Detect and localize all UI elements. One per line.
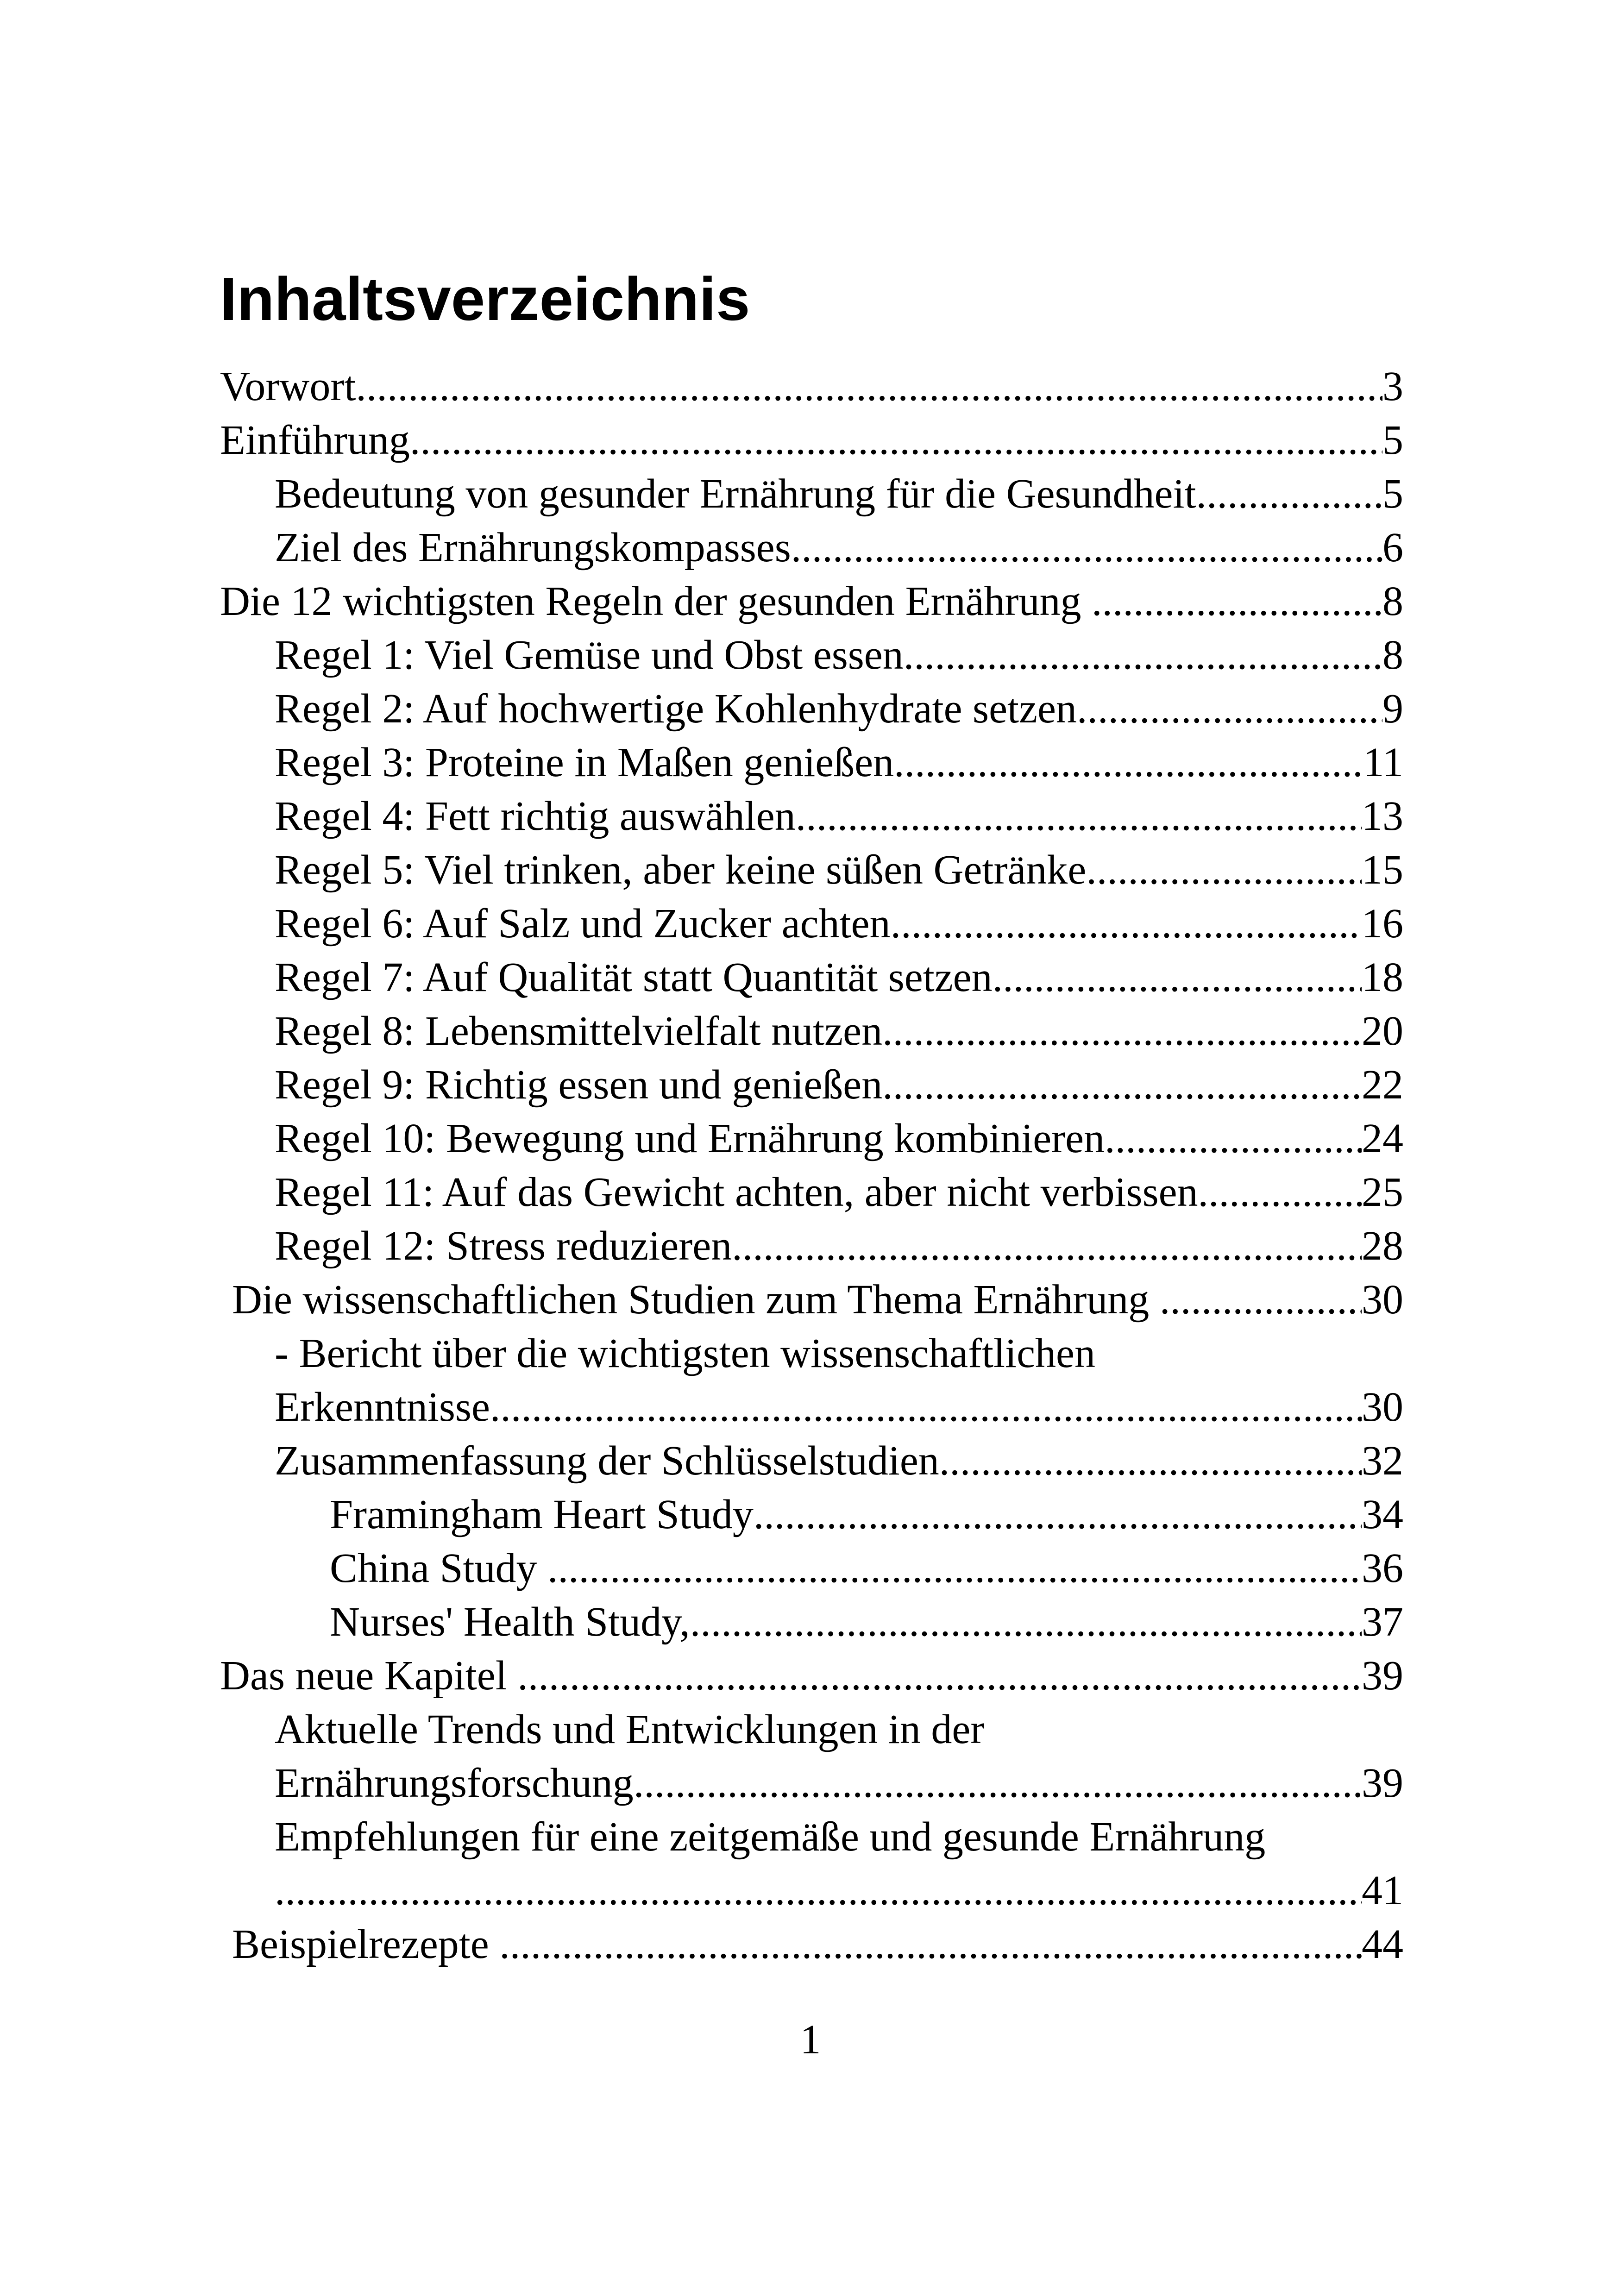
toc-dot-leader (1077, 682, 1382, 736)
toc-entry-regel-4 (220, 790, 1403, 843)
toc-entry-regel-12 (220, 1219, 1403, 1273)
toc-page-number: 34 (1362, 1492, 1403, 1537)
toc-dot-leader (1196, 467, 1383, 521)
toc-entry-text: Empfehlungen für eine zeitgemäße und gesunde Ernährung (275, 1814, 1266, 1860)
toc-page-number: 16 (1362, 901, 1403, 947)
toc-entry-einfuehrung (220, 414, 1403, 467)
toc-entry-regeln-kapitel (220, 575, 1403, 628)
toc-entry-text: Zusammenfassung der Schlüsselstudien (275, 1438, 939, 1484)
toc-page-number: 3 (1382, 364, 1403, 409)
toc-dot-leader (490, 1380, 1362, 1434)
toc-entry-zusammenfassung (220, 1434, 1403, 1488)
toc-entry-regel-9 (220, 1058, 1403, 1112)
toc-entry-text: Regel 4: Fett richtig auswählen (275, 793, 796, 839)
toc-entry-text: Die 12 wichtigsten Regeln der gesunden Ernährung (220, 578, 1092, 624)
toc-entry-regel-1 (220, 628, 1403, 682)
toc-dot-leader (939, 1434, 1362, 1488)
toc-entry-text: Regel 10: Bewegung und Ernährung kombinieren (275, 1116, 1105, 1161)
toc-entry-regel-8 (220, 1004, 1403, 1058)
toc-entry-text: Regel 11: Auf das Gewicht achten, aber nicht verbissen (275, 1169, 1198, 1215)
toc-page-number: 28 (1362, 1223, 1403, 1269)
toc-page-number: 44 (1362, 1921, 1403, 1967)
toc-entry-regel-3 (220, 736, 1403, 790)
toc-entry-text: Regel 1: Viel Gemüse und Obst essen (275, 632, 904, 678)
toc-entry-china-study (220, 1542, 1403, 1595)
toc-entry-text: Ziel des Ernährungskompasses (275, 525, 791, 571)
toc-page-number: 15 (1362, 847, 1403, 893)
toc-entry-text: Regel 12: Stress reduzieren (275, 1223, 732, 1269)
toc-dot-leader (1160, 1273, 1362, 1327)
toc-dot-leader (791, 521, 1382, 575)
toc-entry-bericht-line-1 (220, 1327, 1403, 1380)
toc-dot-leader (410, 414, 1382, 467)
toc-entry-text: Beispielrezepte (232, 1921, 500, 1967)
toc-page-number: 24 (1362, 1116, 1403, 1161)
toc-dot-leader (690, 1595, 1362, 1649)
toc-page-number: 30 (1362, 1277, 1403, 1323)
toc-dot-leader (882, 1058, 1362, 1112)
toc-entry-text: Einführung (220, 417, 410, 463)
toc-dot-leader (356, 360, 1382, 414)
toc-dot-leader (499, 1918, 1362, 1971)
toc-entry-text: Erkenntnisse (275, 1384, 490, 1430)
toc-dot-leader (1092, 575, 1382, 628)
toc-entry-text: Ernährungsforschung (275, 1760, 634, 1806)
toc-dot-leader (882, 1004, 1362, 1058)
toc-page-number: 39 (1362, 1760, 1403, 1806)
toc-entry-regel-10 (220, 1112, 1403, 1166)
toc-entry-beispielrezepte (220, 1918, 1403, 1971)
toc-page-number: 8 (1382, 578, 1403, 624)
toc-entry-text: Regel 8: Lebensmittelvielfalt nutzen (275, 1008, 883, 1054)
toc-entry-text: Regel 2: Auf hochwertige Kohlenhydrate setzen (275, 686, 1077, 732)
toc-title: Inhaltsverzeichnis (220, 265, 750, 333)
toc-entry-studien-kapitel (220, 1273, 1403, 1327)
toc-entry-text: Regel 6: Auf Salz und Zucker achten (275, 901, 891, 947)
toc-entry-regel-7 (220, 951, 1403, 1004)
toc-entry-text: Regel 9: Richtig essen und genießen (275, 1062, 883, 1108)
toc-entry-text: Aktuelle Trends und Entwicklungen in der (275, 1706, 985, 1752)
toc-page-number: 41 (1362, 1868, 1403, 1913)
toc-entry-trends-line-2 (220, 1757, 1403, 1810)
toc-dot-leader (547, 1542, 1362, 1595)
toc-page-number: 22 (1362, 1062, 1403, 1108)
toc-entry-neues-kapitel (220, 1649, 1403, 1703)
toc-entry-regel-2 (220, 682, 1403, 736)
toc-page-number: 6 (1382, 525, 1403, 571)
toc-entry-text: Die wissenschaftlichen Studien zum Thema Ernährung (232, 1277, 1160, 1323)
toc-entry-text: Regel 7: Auf Qualität statt Quantität setzen (275, 954, 993, 1000)
toc-entry-bericht-line-2 (220, 1380, 1403, 1434)
toc-entry-text: Bedeutung von gesunder Ernährung für die Gesundheit (275, 471, 1196, 517)
toc-entry-text: - Bericht über die wichtigsten wissenschaftlichen (275, 1330, 1095, 1376)
toc-dot-leader (1105, 1112, 1362, 1166)
toc-entry-text: Regel 3: Proteine in Maßen genießen (275, 740, 894, 785)
toc-entry-text: Vorwort (220, 364, 356, 409)
toc-page-number: 5 (1382, 471, 1403, 517)
table-of-contents (220, 360, 1403, 1971)
page-number: 1 (800, 2017, 821, 2063)
toc-page-number: 37 (1362, 1599, 1403, 1645)
toc-page-number: 18 (1362, 954, 1403, 1000)
toc-dot-leader (1198, 1166, 1362, 1219)
toc-entry-bedeutung (220, 467, 1403, 521)
toc-entry-text: Nurses' Health Study, (330, 1599, 690, 1645)
toc-entry-empfehlungen-line-1 (220, 1810, 1403, 1864)
toc-page-number: 32 (1362, 1438, 1403, 1484)
toc-dot-leader (754, 1488, 1362, 1542)
toc-entry-text: Regel 5: Viel trinken, aber keine süßen Getränke (275, 847, 1087, 893)
toc-entry-empfehlungen-line-2 (220, 1864, 1403, 1918)
toc-dot-leader (796, 790, 1362, 843)
toc-entry-regel-6 (220, 897, 1403, 951)
toc-entry-regel-11 (220, 1166, 1403, 1219)
toc-entry-nurses-health (220, 1595, 1403, 1649)
toc-page-number: 5 (1382, 417, 1403, 463)
toc-page-number: 20 (1362, 1008, 1403, 1054)
toc-page-number: 30 (1362, 1384, 1403, 1430)
toc-entry-text: Framingham Heart Study (330, 1492, 754, 1537)
toc-dot-leader (732, 1219, 1362, 1273)
toc-page-number: 11 (1363, 740, 1403, 785)
toc-entry-text: Das neue Kapitel (220, 1653, 518, 1699)
toc-dot-leader (1086, 843, 1362, 897)
toc-entry-vorwort (220, 360, 1403, 414)
toc-page-number: 13 (1362, 793, 1403, 839)
toc-dot-leader (517, 1649, 1362, 1703)
toc-page-number: 8 (1382, 632, 1403, 678)
toc-page-number: 25 (1362, 1169, 1403, 1215)
toc-dot-leader (904, 628, 1382, 682)
toc-entry-ziel (220, 521, 1403, 575)
toc-dot-leader (275, 1864, 1362, 1918)
toc-dot-leader (891, 897, 1362, 951)
toc-dot-leader (993, 951, 1362, 1004)
toc-dot-leader (894, 736, 1363, 790)
toc-entry-regel-5 (220, 843, 1403, 897)
toc-entry-framingham (220, 1488, 1403, 1542)
toc-entry-trends-line-1 (220, 1703, 1403, 1757)
toc-page-number: 9 (1382, 686, 1403, 732)
toc-page-number: 36 (1362, 1545, 1403, 1591)
toc-dot-leader (634, 1757, 1362, 1810)
toc-page-number: 39 (1362, 1653, 1403, 1699)
toc-entry-text: China Study (330, 1545, 548, 1591)
